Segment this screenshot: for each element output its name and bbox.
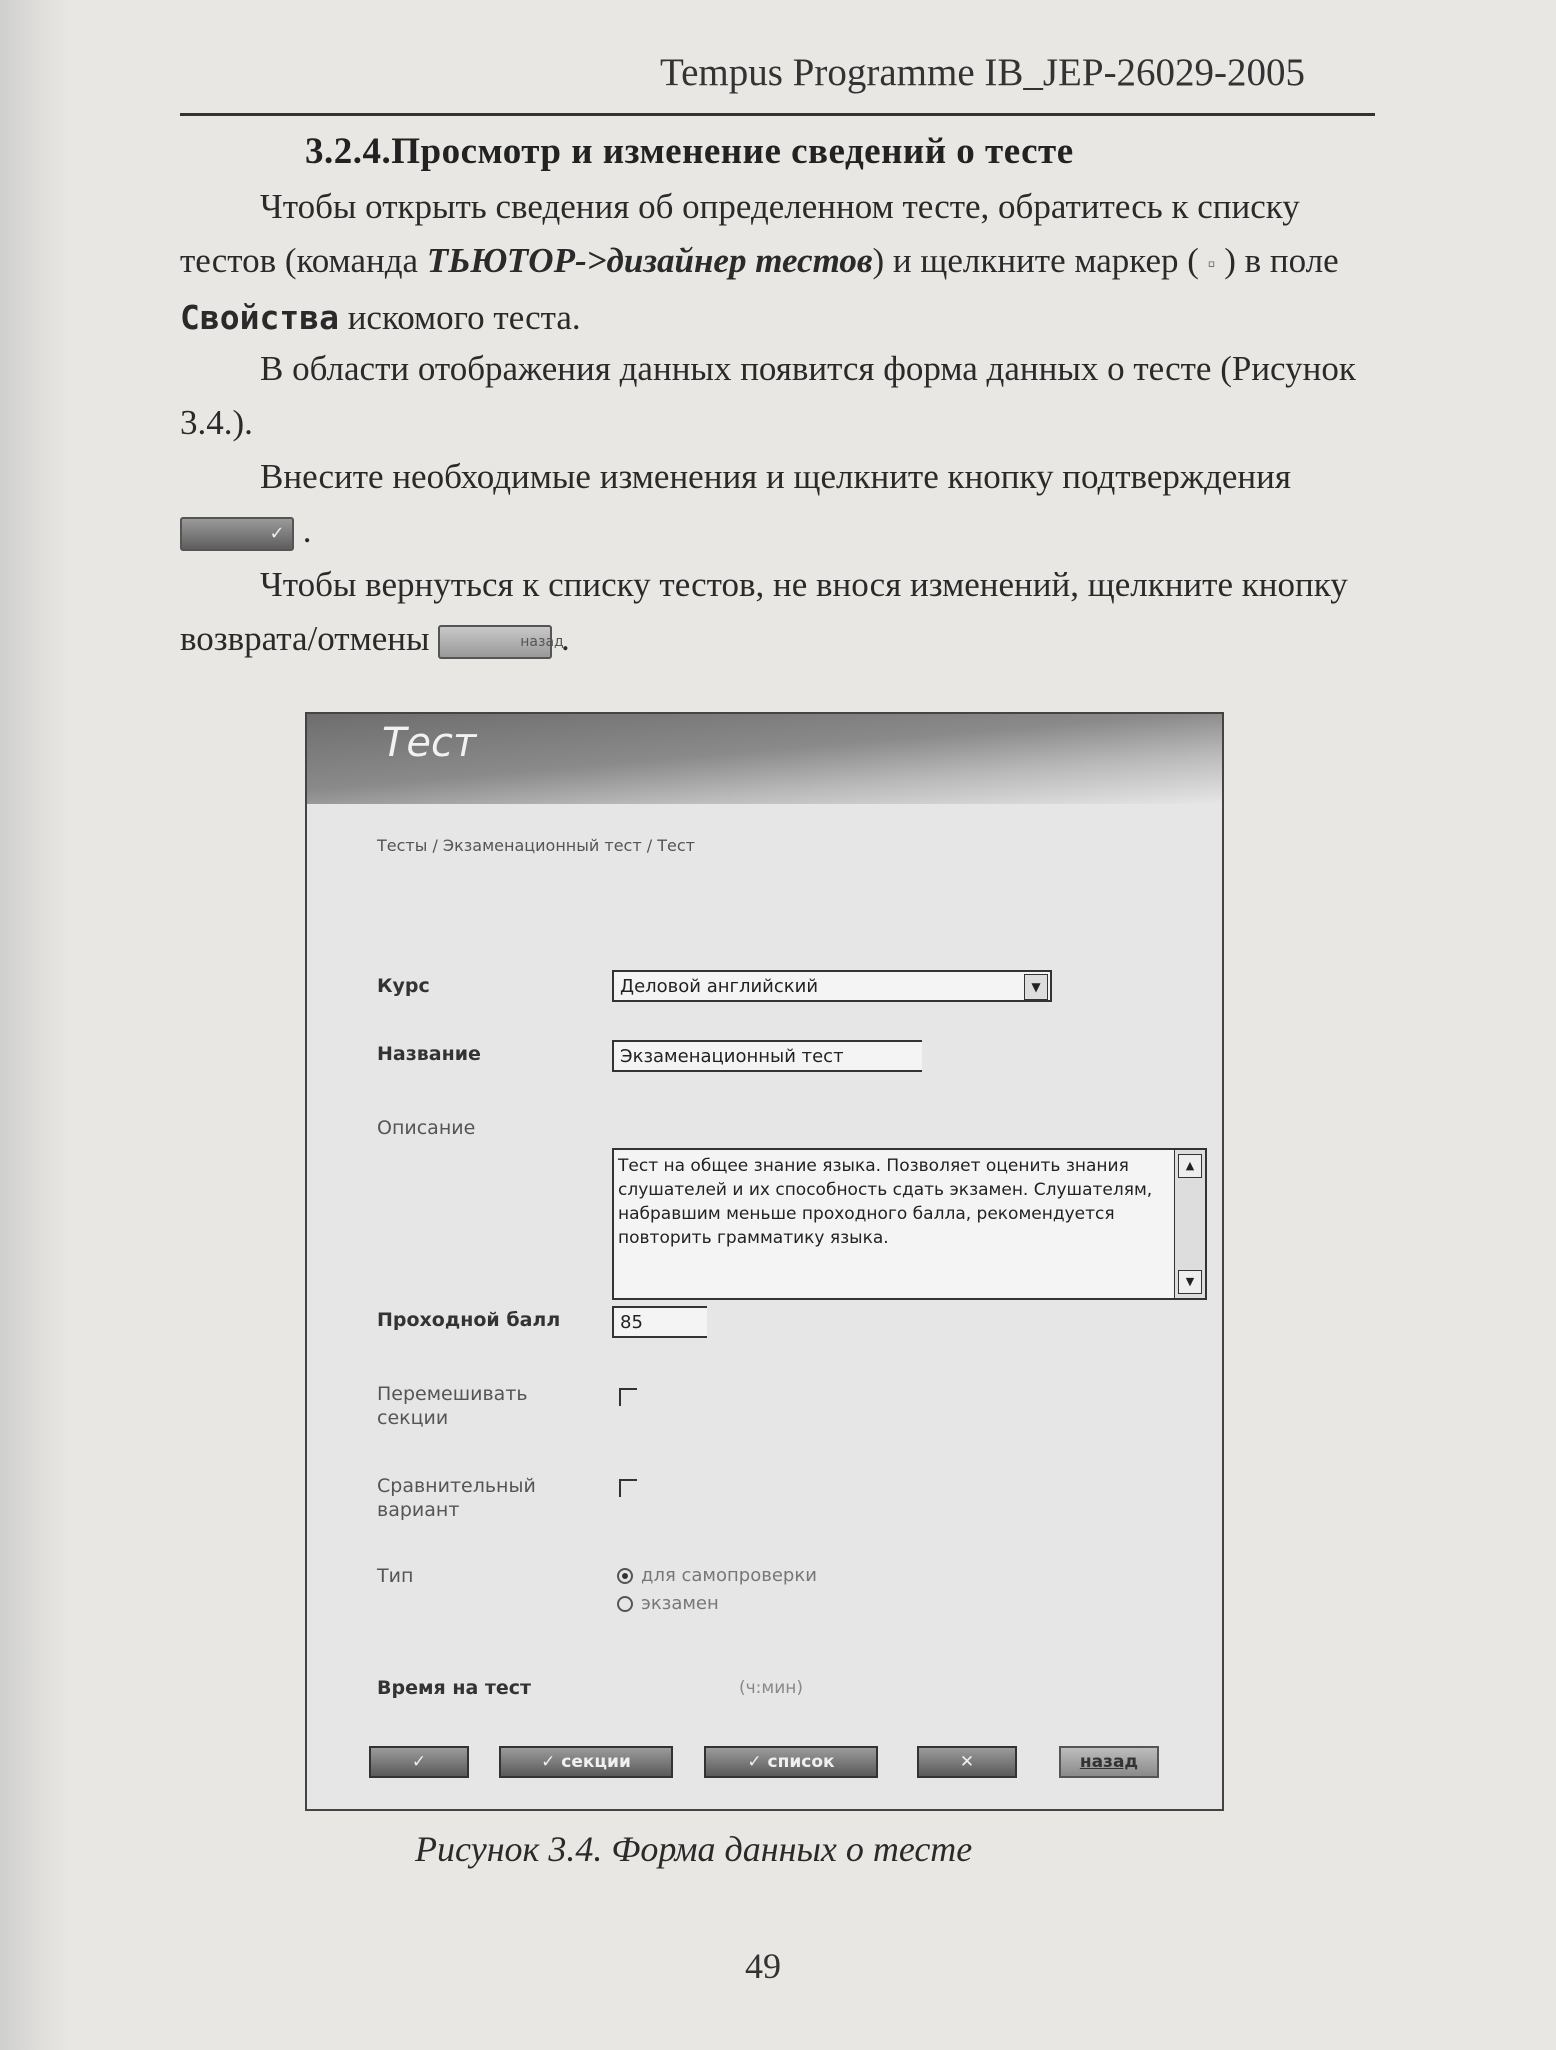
description-textarea[interactable]	[612, 1148, 1207, 1300]
figure-caption: Рисунок 3.4. Форма данных о тесте	[415, 1829, 973, 1869]
paragraph-open-test	[180, 180, 1375, 345]
type-option-self-check-label: для самопроверки	[641, 1565, 817, 1586]
course-select-value: Деловой английский	[620, 976, 819, 997]
p1-text-before: Чтобы открыть сведения об определенном тесте, обратитесь к списку тестов (команда	[180, 187, 1300, 280]
type-radio-group	[617, 1562, 817, 1618]
time-label: Время на тест	[377, 1677, 532, 1699]
type-label: Тип	[377, 1565, 414, 1587]
radio-selected-icon[interactable]	[617, 1568, 633, 1584]
shuffle-sections-label: Перемешивать секции	[377, 1383, 528, 1429]
mandatory-label: Сравнительный вариант	[377, 1475, 536, 1521]
header-rule	[180, 113, 1375, 116]
p4-text: Чтобы вернуться к списку тестов, не внося изменений, щелкните кнопку возврата/отмены	[180, 565, 1348, 658]
name-input[interactable]: Экзаменационный тест	[612, 1040, 922, 1072]
name-label: Название	[377, 1043, 481, 1065]
running-head: Tempus Programme IB_JEP-26029-2005	[660, 51, 1306, 94]
form-banner	[307, 714, 1222, 804]
chevron-down-icon[interactable]: ▼	[1024, 974, 1048, 1000]
marker-icon: ▫	[1207, 250, 1216, 276]
radio-unselected-icon[interactable]	[617, 1596, 633, 1612]
confirm-button-illustration: ✓	[180, 517, 294, 551]
type-option-exam[interactable]	[617, 1590, 817, 1618]
save-button[interactable]: ✓	[369, 1746, 469, 1778]
description-scrollbar[interactable]	[1174, 1150, 1205, 1298]
cancel-button[interactable]: ✕	[917, 1746, 1017, 1778]
pass-score-input[interactable]: 85	[612, 1306, 707, 1338]
p1-text-after-marker: ) в поле	[1215, 241, 1339, 280]
course-select[interactable]	[612, 970, 1052, 1002]
paragraph-cancel	[180, 558, 1375, 666]
scroll-down-icon[interactable]: ▼	[1178, 1270, 1202, 1294]
breadcrumb: Тесты / Экзаменационный тест / Тест	[377, 836, 695, 855]
save-sections-button[interactable]: ✓ секции	[499, 1746, 673, 1778]
p1-text-end: искомого теста.	[338, 297, 581, 337]
scroll-up-icon[interactable]: ▲	[1178, 1154, 1202, 1178]
page-number: 49	[745, 1946, 781, 1986]
time-unit: (ч:мин)	[739, 1678, 804, 1698]
paragraph-form-appears: В области отображения данных появится форма данных о тесте (Рисунок 3.4.).	[180, 349, 1356, 442]
type-option-self-check[interactable]	[617, 1562, 817, 1590]
p1-text-middle: ) и щелкните маркер (	[872, 241, 1208, 280]
pass-score-label: Проходной балл	[377, 1309, 561, 1331]
course-label: Курс	[377, 975, 430, 997]
shuffle-sections-checkbox[interactable]	[619, 1388, 637, 1406]
back-button[interactable]: назад	[1059, 1746, 1159, 1778]
p3-end: .	[294, 511, 312, 550]
save-list-button[interactable]: ✓ список	[704, 1746, 878, 1778]
mandatory-checkbox[interactable]	[619, 1479, 637, 1497]
p3-text: Внесите необходимые изменения и щелкните кнопку подтверждения	[260, 457, 1291, 496]
test-form-screenshot	[305, 712, 1224, 1811]
back-button-illustration: назад	[438, 625, 552, 659]
p4-end: .	[552, 619, 570, 658]
p1-command: ТЬЮТОР->дизайнер тестов	[426, 241, 873, 280]
type-option-exam-label: экзамен	[641, 1593, 719, 1614]
form-banner-title: Тест	[382, 720, 477, 766]
section-title: 3.2.4.Просмотр и изменение сведений о тесте	[305, 131, 1074, 172]
p1-field-name: Свойства	[180, 297, 339, 337]
paragraph-confirm	[180, 450, 1375, 558]
description-text: Тест на общее знание языка. Позволяет оценить знания слушателей и их способность сдать экзамен. Слушателям, набравшим меньше проходного балла, рекомендуется повторить грамматику языка.	[618, 1156, 1153, 1248]
description-label: Описание	[377, 1117, 476, 1139]
